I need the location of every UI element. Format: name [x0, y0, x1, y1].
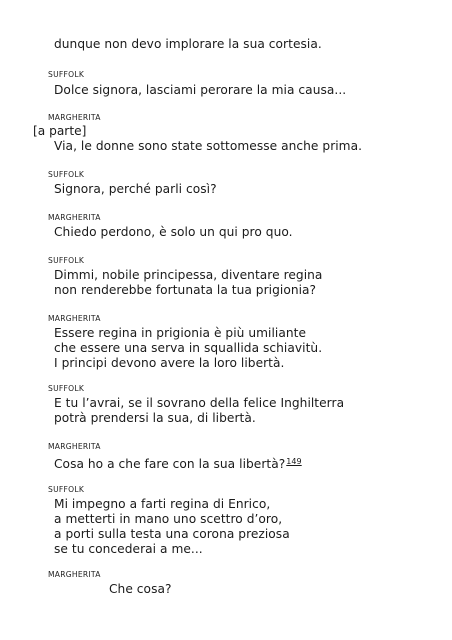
verse-line: se tu concederai a me...	[54, 542, 203, 556]
verse-line: Dolce signora, lasciami perorare la mia causa...	[54, 83, 347, 97]
verse-line: a metterti in mano uno scettro d’oro,	[54, 512, 283, 526]
speaker-name: SUFFOLK	[48, 485, 85, 494]
speaker-name: MARGHERITA	[48, 442, 101, 451]
verse-line: Via, le donne sono state sottomesse anche prima.	[54, 139, 363, 153]
speaker-name: SUFFOLK	[48, 256, 85, 265]
speaker-name: MARGHERITA	[48, 113, 101, 122]
verse-line: a porti sulla testa una corona preziosa	[54, 527, 290, 541]
verse-line: Essere regina in prigionia è più umiliante	[54, 326, 307, 340]
footnote-link[interactable]: 149	[286, 457, 302, 466]
verse-line: E tu l’avrai, se il sovrano della felice Inghilterra	[54, 396, 345, 410]
speaker-name: SUFFOLK	[48, 384, 85, 393]
speaker-name: MARGHERITA	[48, 213, 101, 222]
verse-line	[54, 454, 302, 472]
verse-line: Che cosa?	[109, 582, 172, 596]
verse-line: non renderebbe fortunata la tua prigionia?	[54, 283, 317, 297]
stage-direction: [a parte]	[33, 124, 87, 138]
speaker-name: MARGHERITA	[48, 314, 101, 323]
verse-line: Mi impegno a farti regina di Enrico,	[54, 497, 271, 511]
verse-line: Chiedo perdono, è solo un qui pro quo.	[54, 225, 293, 239]
speaker-name: SUFFOLK	[48, 70, 85, 79]
speaker-name: MARGHERITA	[48, 570, 101, 579]
verse-line: Dimmi, nobile principessa, diventare regina	[54, 268, 323, 282]
verse-line: Signora, perché parli così?	[54, 182, 217, 196]
verse-line: dunque non devo implorare la sua cortesia.	[54, 37, 322, 51]
verse-line: potrà prendersi la sua, di libertà.	[54, 411, 256, 425]
speaker-name: SUFFOLK	[48, 170, 85, 179]
verse-text: Cosa ho a che fare con la sua libertà?	[54, 457, 286, 471]
verse-line: che essere una serva in squallida schiavitù.	[54, 341, 323, 355]
verse-line: I principi devono avere la loro libertà.	[54, 356, 285, 370]
